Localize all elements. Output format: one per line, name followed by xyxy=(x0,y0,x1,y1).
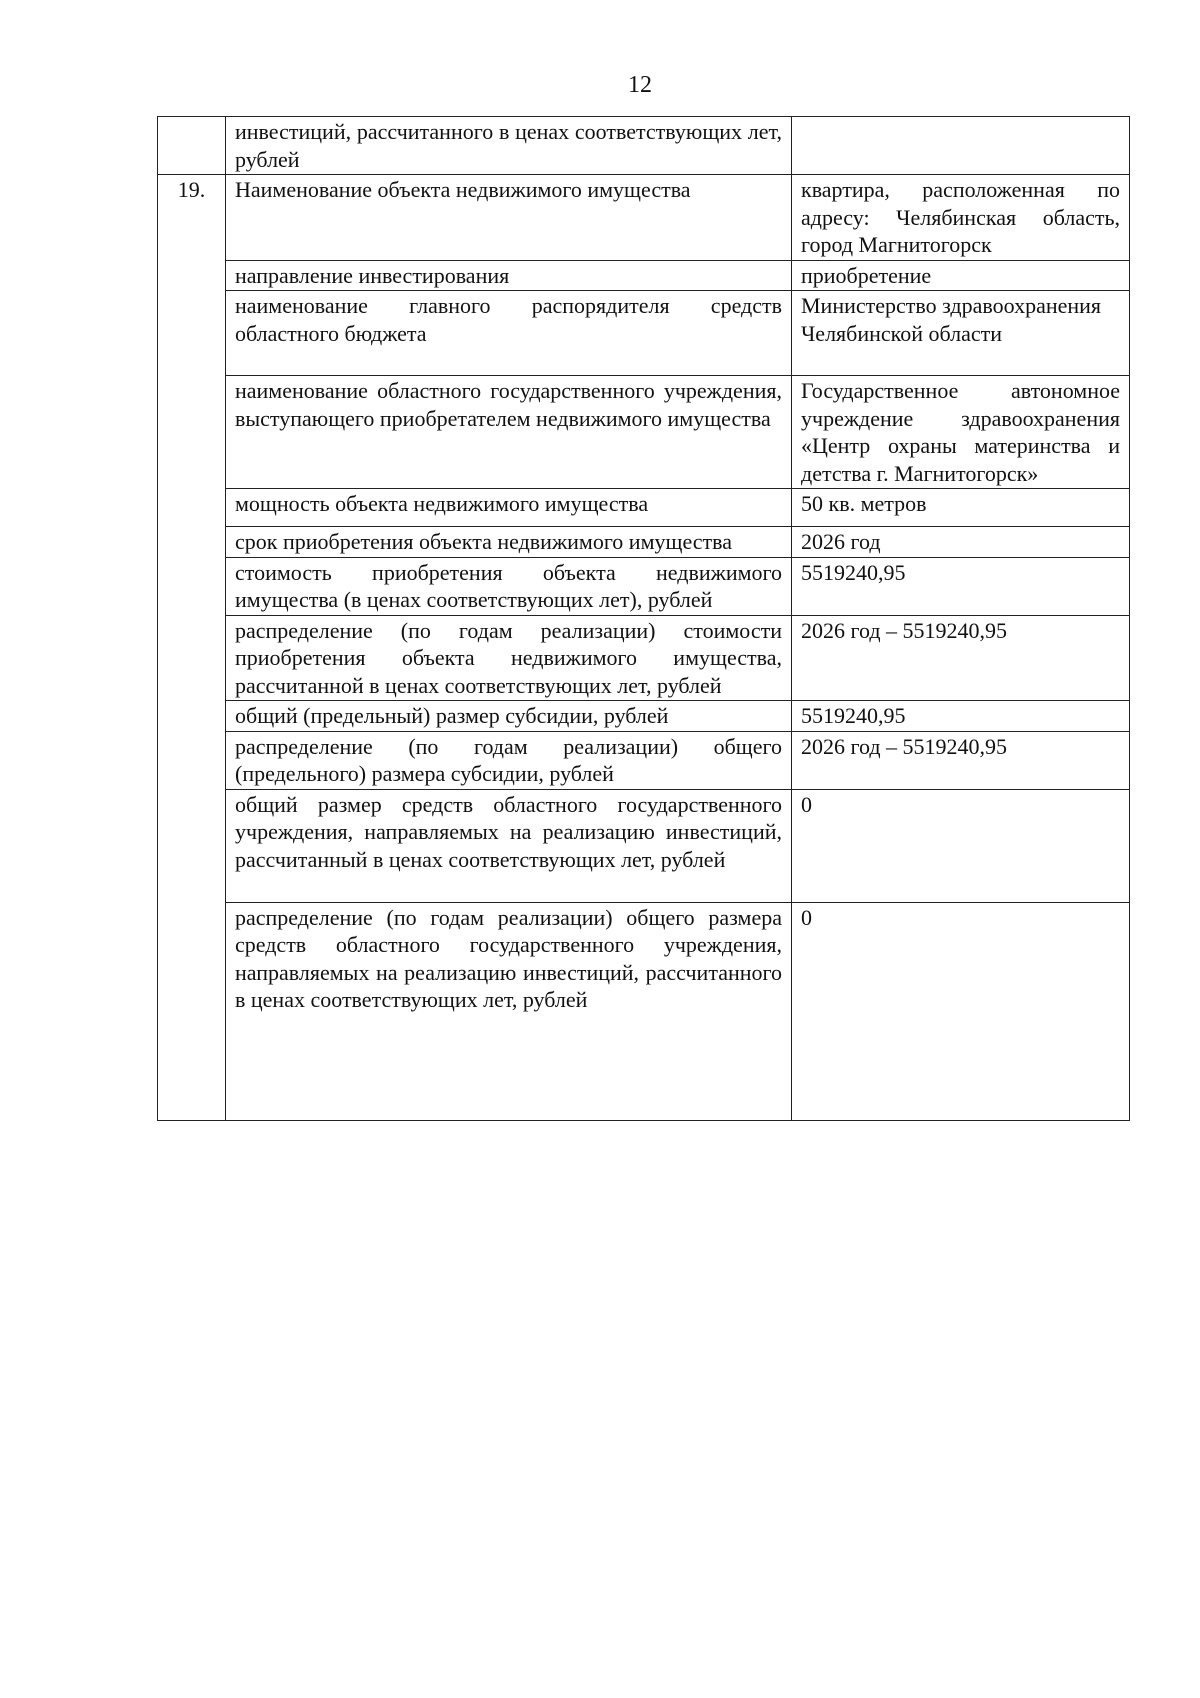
row-value: квартира, расположенная по адресу: Челябинская область, город Магнитогорск xyxy=(792,175,1130,261)
row-value: приобретение xyxy=(792,260,1130,291)
row-label: наименование областного государственного учреждения, выступающего приобретателем недвижимого имущества xyxy=(226,376,792,489)
table-row xyxy=(158,731,1130,789)
table-row xyxy=(158,701,1130,732)
row-label: срок приобретения объекта недвижимого имущества xyxy=(226,527,792,558)
row-label: мощность объекта недвижимого имущества xyxy=(226,489,792,527)
row-value: 2026 год xyxy=(792,527,1130,558)
row-label: распределение (по годам реализации) стоимости приобретения объекта недвижимого имущества, рассчитанной в ценах соответствующих лет, рублей xyxy=(226,615,792,701)
row-label: Наименование объекта недвижимого имущества xyxy=(226,175,792,261)
table-row xyxy=(158,789,1130,902)
document-table xyxy=(157,116,1130,1121)
row-label: распределение (по годам реализации) общего (предельного) размера субсидии, рублей xyxy=(226,731,792,789)
row-value: 5519240,95 xyxy=(792,701,1130,732)
row-value xyxy=(792,117,1130,175)
row-value: 50 кв. метров xyxy=(792,489,1130,527)
table-row xyxy=(158,376,1130,489)
table-row xyxy=(158,175,1130,261)
table-row xyxy=(158,291,1130,376)
row-label: общий размер средств областного государственного учреждения, направляемых на реализацию инвестиций, рассчитанный в ценах соответствующих лет, рублей xyxy=(226,789,792,902)
row-label: направление инвестирования xyxy=(226,260,792,291)
section-number: 19. xyxy=(158,175,226,1121)
row-value: Государственное автономное учреждение здравоохранения «Центр охраны материнства и детства г. Магнитогорск» xyxy=(792,376,1130,489)
table-row xyxy=(158,117,1130,175)
row-number-cell xyxy=(158,117,226,175)
page-number: 12 xyxy=(628,72,652,98)
table-row xyxy=(158,260,1130,291)
row-label: инвестиций, рассчитанного в ценах соответствующих лет, рублей xyxy=(226,117,792,175)
row-value: 5519240,95 xyxy=(792,557,1130,615)
table-row xyxy=(158,489,1130,527)
row-label: общий (предельный) размер субсидии, рублей xyxy=(226,701,792,732)
row-value: Министерство здравоохранения Челябинской области xyxy=(792,291,1130,376)
row-value: 2026 год – 5519240,95 xyxy=(792,615,1130,701)
table-row xyxy=(158,902,1130,1120)
row-label: стоимость приобретения объекта недвижимого имущества (в ценах соответствующих лет), рублей xyxy=(226,557,792,615)
row-value: 0 xyxy=(792,789,1130,902)
table-row xyxy=(158,557,1130,615)
table-row xyxy=(158,527,1130,558)
row-value: 0 xyxy=(792,902,1130,1120)
row-label: распределение (по годам реализации) общего размера средств областного государственного учреждения, направляемых на реализацию инвестиций, рассчитанного в ценах соответствующих лет, рублей xyxy=(226,902,792,1120)
row-label: наименование главного распорядителя средств областного бюджета xyxy=(226,291,792,376)
row-value: 2026 год – 5519240,95 xyxy=(792,731,1130,789)
table-row xyxy=(158,615,1130,701)
